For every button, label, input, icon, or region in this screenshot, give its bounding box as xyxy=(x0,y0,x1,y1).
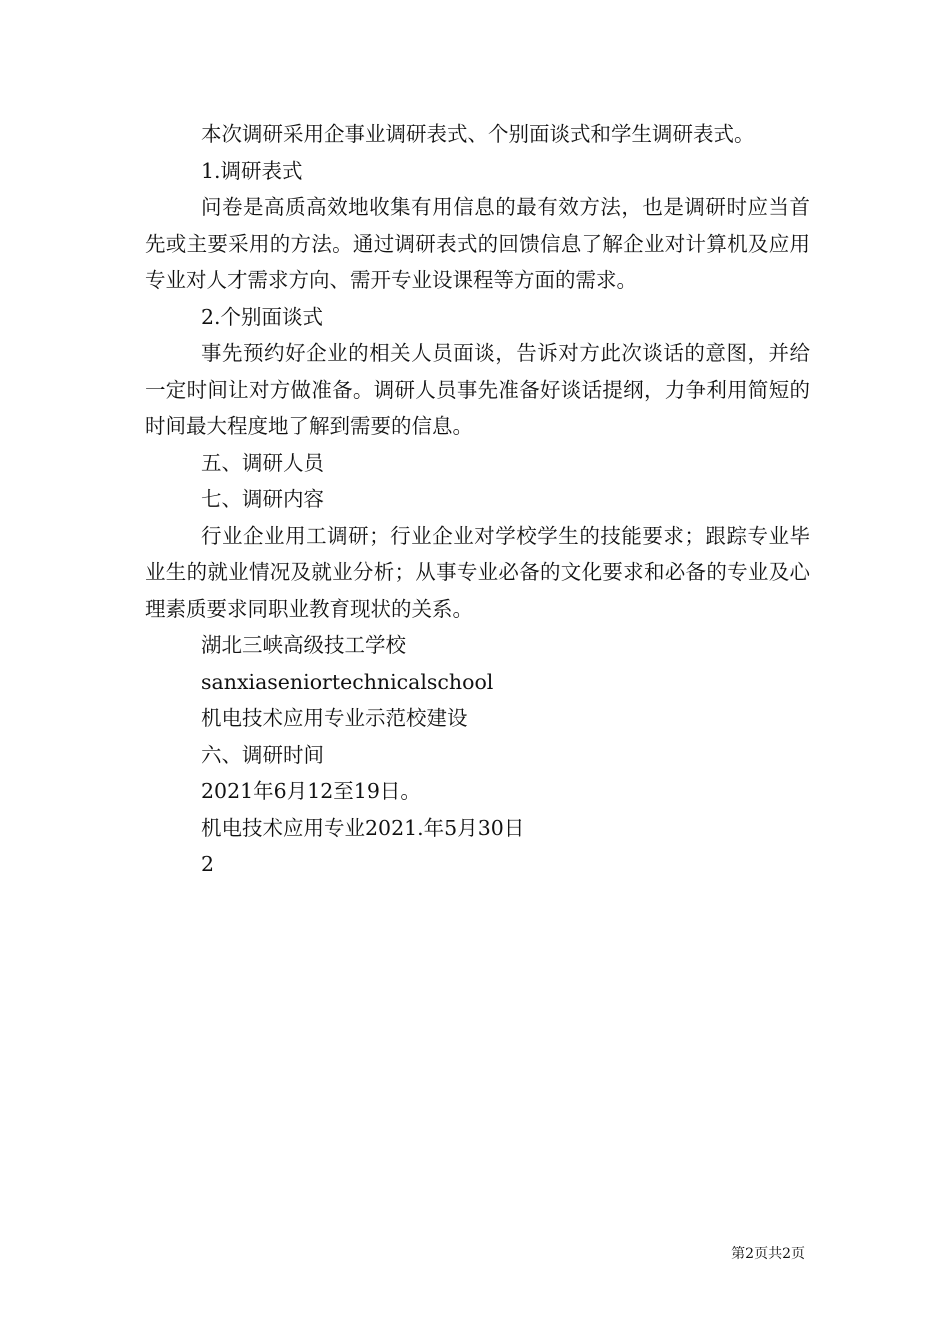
paragraph-survey-content: 行业企业用工调研；行业企业对学校学生的技能要求；跟踪专业毕业生的就业情况及就业分析；从事专业必备的文化要求和必备的专业及心理素质要求同职业教育现状的关系。 xyxy=(145,523,810,621)
heading-interview: 2.个别面谈式 xyxy=(201,304,324,329)
heading-survey-staff: 五、调研人员 xyxy=(201,450,324,475)
project-name: 机电技术应用专业示范校建设 xyxy=(201,706,468,730)
heading-survey-content: 七、调研内容 xyxy=(201,487,324,511)
heading-survey-form: 1.调研表式 xyxy=(201,158,303,183)
survey-dates: 2021年6月12至19日。 xyxy=(201,779,421,803)
heading-survey-time: 六、调研时间 xyxy=(201,742,324,767)
paragraph-interview: 事先预约好企业的相关人员面谈，告诉对方此次谈话的意图，并给一定时间让对方做准备。调研人员事先准备好谈话提纲，力争利用简短的时间最大程度地了解到需要的信息。 xyxy=(145,341,810,438)
document-body xyxy=(145,116,810,883)
school-name: 湖北三峡高级技工学校 xyxy=(201,633,406,657)
signature-date: 机电技术应用专业2021.年5月30日 xyxy=(201,815,525,840)
page-footer: 第2页共2页 xyxy=(731,1246,805,1262)
school-name-english: sanxiaseniortechnicalschool xyxy=(201,669,494,694)
page-number-inline: 2 xyxy=(201,852,215,876)
paragraph-questionnaire: 问卷是高质高效地收集有用信息的最有效方法，也是调研时应当首先或主要采用的方法。通过调研表式的回馈信息了解企业对计算机及应用专业对人才需求方向、需开专业设课程等方面的需求。 xyxy=(145,195,810,292)
paragraph-survey-methods: 本次调研采用企事业调研表式、个别面谈式和学生调研表式。 xyxy=(201,122,755,146)
